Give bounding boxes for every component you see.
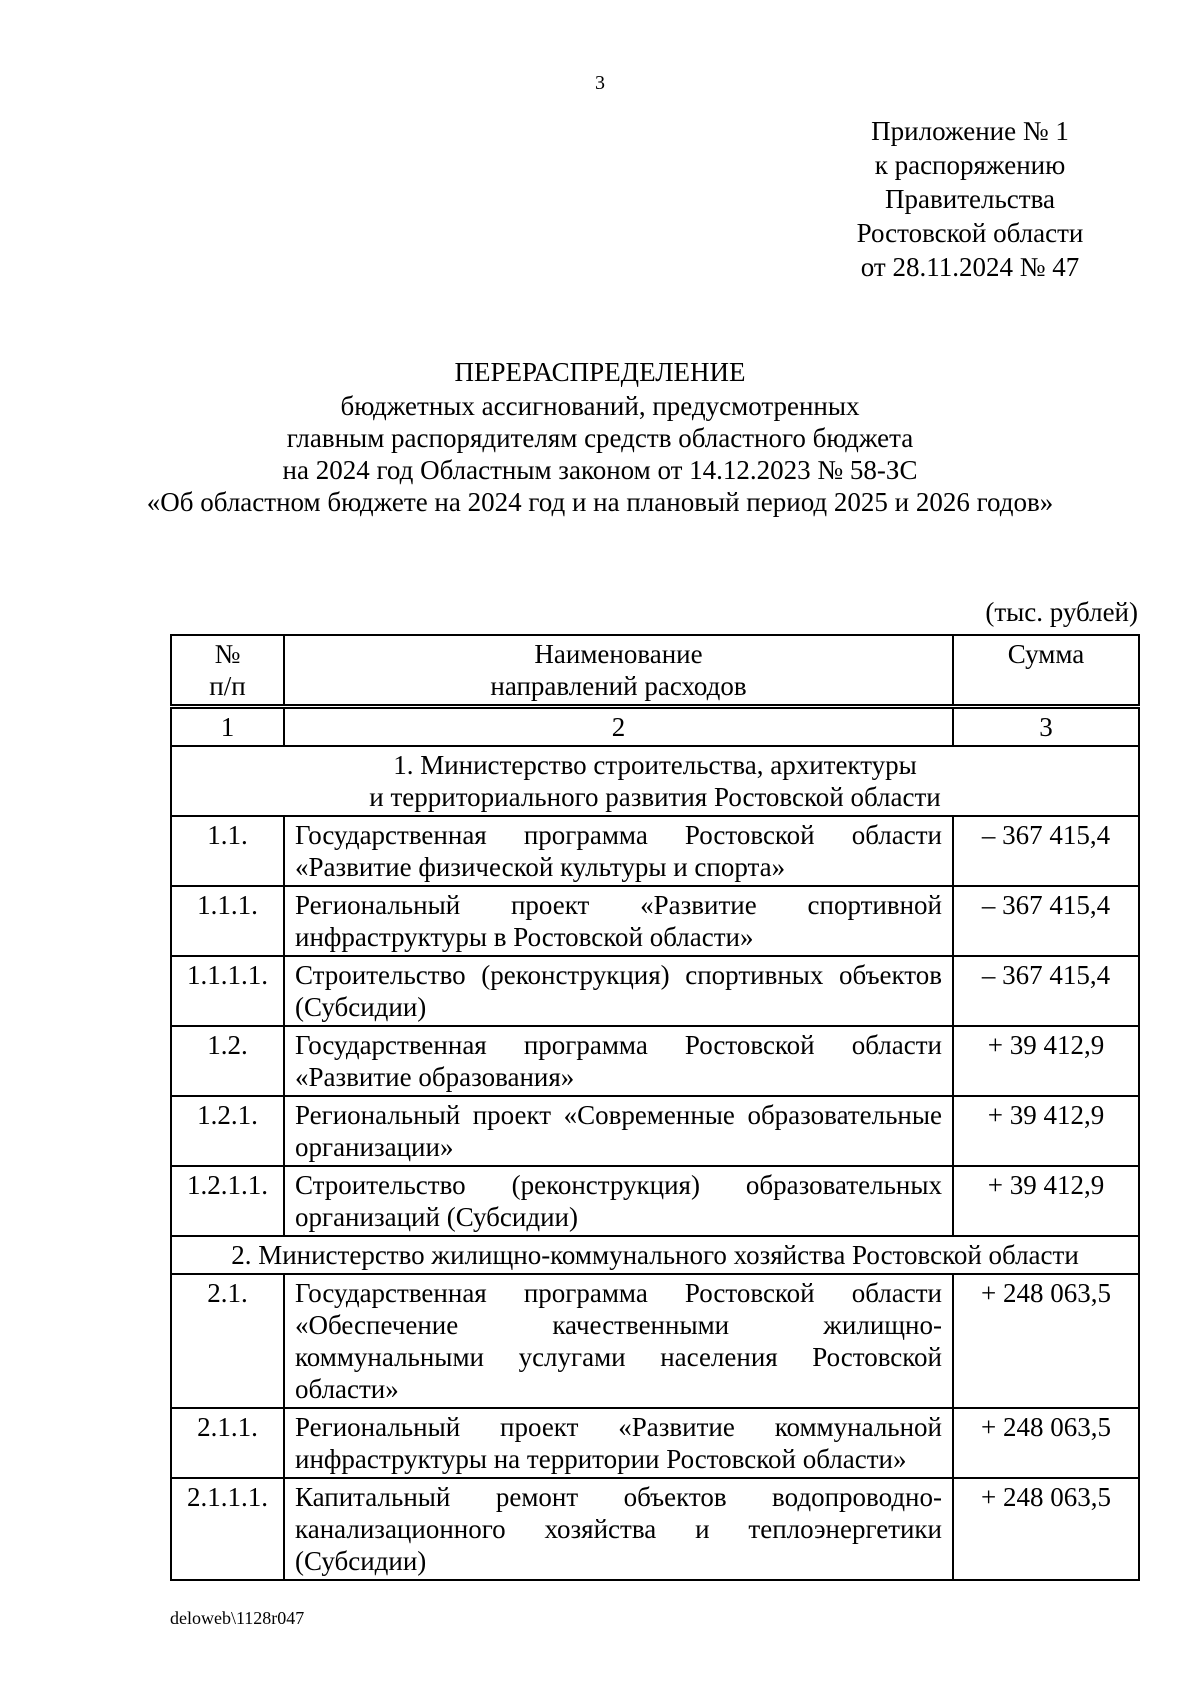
row-amount: + 39 412,9 <box>953 1096 1139 1166</box>
table-row <box>171 1408 1139 1478</box>
document-title <box>0 356 1200 518</box>
budget-table <box>170 634 1140 1581</box>
row-amount: – 367 415,4 <box>953 886 1139 956</box>
row-number: 1.2. <box>171 1026 284 1096</box>
row-name: Строительство (реконструкция) спортивных объектов (Субсидии) <box>284 956 953 1026</box>
title-line: на 2024 год Областным законом от 14.12.2023 № 58-ЗС <box>282 455 918 485</box>
title-line: «Об областном бюджете на 2024 год и на плановый период 2025 и 2026 годов» <box>146 487 1054 517</box>
table-row <box>171 1274 1139 1408</box>
row-name: Региональный проект «Развитие спортивной инфраструктуры в Ростовской области» <box>284 886 953 956</box>
row-name: Государственная программа Ростовской области «Обеспечение качественными жилищно-коммунальными услугами населения Ростовской области» <box>284 1274 953 1408</box>
row-amount: + 39 412,9 <box>953 1026 1139 1096</box>
row-amount: + 248 063,5 <box>953 1478 1139 1580</box>
annex-line: Правительства <box>885 184 1055 214</box>
row-number: 1.1.1.1. <box>171 956 284 1026</box>
row-name: Региональный проект «Современные образовательные организации» <box>284 1096 953 1166</box>
annex-line: от 28.11.2024 № 47 <box>860 252 1080 282</box>
row-amount: + 39 412,9 <box>953 1166 1139 1236</box>
row-number: 1.1. <box>171 816 284 886</box>
table-row <box>171 956 1139 1026</box>
table-row <box>171 1166 1139 1236</box>
row-number: 2.1.1.1. <box>171 1478 284 1580</box>
page-number: 3 <box>595 72 605 94</box>
section-row <box>171 746 1139 816</box>
table-header-row <box>171 635 1139 707</box>
column-number-row <box>171 707 1139 747</box>
table-row <box>171 1478 1139 1580</box>
row-amount: – 367 415,4 <box>953 956 1139 1026</box>
header-amount: Сумма <box>953 635 1139 707</box>
annex-line: Приложение № 1 <box>871 116 1069 146</box>
row-number: 1.1.1. <box>171 886 284 956</box>
annex-line: Ростовской области <box>856 218 1084 248</box>
header-num: № п/п <box>171 635 284 707</box>
section-title: 1. Министерство строительства, архитектуры и территориального развития Ростовской области <box>171 746 1139 816</box>
title-heading: ПЕРЕРАСПРЕДЕЛЕНИЕ <box>454 357 746 387</box>
title-line: бюджетных ассигнований, предусмотренных <box>340 391 860 421</box>
document-code: deloweb\1128r047 <box>170 1608 305 1628</box>
header-name: Наименование направлений расходов <box>284 635 953 707</box>
table-row <box>171 1026 1139 1096</box>
annex-line: к распоряжению <box>874 150 1066 180</box>
table-row <box>171 816 1139 886</box>
units-label: (тыс. рублей) <box>985 597 1138 627</box>
row-amount: + 248 063,5 <box>953 1408 1139 1478</box>
row-name: Региональный проект «Развитие коммунальной инфраструктуры на территории Ростовской области» <box>284 1408 953 1478</box>
table-row <box>171 886 1139 956</box>
row-name: Государственная программа Ростовской области «Развитие образования» <box>284 1026 953 1096</box>
row-amount: – 367 415,4 <box>953 816 1139 886</box>
section-row <box>171 1236 1139 1274</box>
col-number: 1 <box>171 707 284 747</box>
row-number: 2.1. <box>171 1274 284 1408</box>
row-amount: + 248 063,5 <box>953 1274 1139 1408</box>
row-number: 1.2.1.1. <box>171 1166 284 1236</box>
row-name: Государственная программа Ростовской области «Развитие физической культуры и спорта» <box>284 816 953 886</box>
col-number: 3 <box>953 707 1139 747</box>
row-name: Строительство (реконструкция) образовательных организаций (Субсидии) <box>284 1166 953 1236</box>
col-number: 2 <box>284 707 953 747</box>
row-number: 1.2.1. <box>171 1096 284 1166</box>
section-title: 2. Министерство жилищно-коммунального хозяйства Ростовской области <box>171 1236 1139 1274</box>
annex-block <box>820 114 1120 284</box>
row-name: Капитальный ремонт объектов водопроводно-канализационного хозяйства и теплоэнергетики (Субсидии) <box>284 1478 953 1580</box>
row-number: 2.1.1. <box>171 1408 284 1478</box>
title-line: главным распорядителям средств областного бюджета <box>286 423 914 453</box>
table-row <box>171 1096 1139 1166</box>
